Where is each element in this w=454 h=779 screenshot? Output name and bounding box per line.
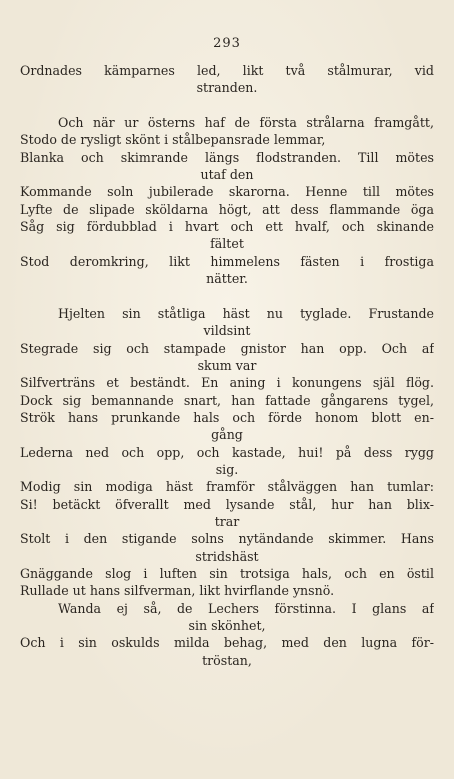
text-line: Och när ur österns haf de första strålarna framgått,: [58, 115, 434, 131]
stanza-gap: [20, 97, 434, 114]
text-line: stridshäst: [195, 548, 259, 564]
text-line: Lyfte de slipade sköldarna högt, att dess flammande öga: [20, 201, 434, 217]
text-line: Wanda ej så, de Lechers förstinna. I glans af: [58, 600, 434, 616]
text-line: Dock sig bemannande snart, han fattade gångarens tygel,: [20, 392, 434, 408]
text-line: fältet: [210, 236, 244, 252]
text-line: tröstan,: [202, 652, 252, 668]
text-line: Stolt i den stigande solns nytändande skimmer. Hans: [20, 531, 434, 547]
text-line: nätter.: [206, 271, 248, 287]
stanza-gap: [20, 287, 434, 304]
text-line: sin skönhet,: [188, 618, 266, 633]
text-line: Strök hans prunkande hals och förde honom blott en-: [20, 409, 434, 425]
text-line: Ordnades kämparnes led, likt två stålmurar, vid: [20, 63, 434, 78]
text-line: Rullade ut hans silfverman, likt hvirflande ynsnö.: [20, 583, 335, 599]
text-line: utaf den: [200, 167, 254, 183]
poem-text: [20, 62, 434, 669]
text-line: Hjelten sin ståtliga häst nu tyglade. Frustande: [58, 305, 434, 321]
text-line: Lederna ned och opp, och kastade, hui! på dess rygg: [20, 444, 434, 460]
text-line: Stod deromkring, likt himmelens fästen i frostiga: [20, 253, 434, 269]
text-line: trar: [214, 513, 240, 529]
text-line: Silfverträns et beständt. En aning i konungens själ flög.: [20, 375, 434, 391]
text-line: sig.: [215, 461, 239, 477]
text-line: vildsint: [203, 323, 251, 339]
text-line: Och i sin oskulds milda behag, med den lugna för-: [20, 635, 434, 651]
text-line: Si! betäckt öfverallt med lysande stål, hur han blix-: [20, 496, 434, 512]
text-line: Såg sig fördubblad i hvart och ett hvalf, och skinande: [20, 219, 434, 235]
text-line: Stodo de rysligt skönt i stålbepansrade lemmar,: [20, 132, 326, 148]
text-line: Blanka och skimrande längs flodstranden. Till mötes: [20, 149, 434, 165]
text-line: gång: [211, 427, 243, 443]
page-number: 293: [213, 36, 241, 51]
text-line: stranden.: [196, 80, 258, 96]
text-line: skum var: [197, 357, 257, 373]
text-line: Gnäggande slog i luften sin trotsiga hals, och en östil: [20, 565, 434, 581]
text-line: Kommande soln jubilerade skarorna. Henne till mötes: [20, 184, 434, 200]
text-line: Stegrade sig och stampade gnistor han opp. Och af: [20, 340, 434, 356]
text-line: Modig sin modiga häst framför stålväggen han tumlar:: [20, 479, 434, 495]
